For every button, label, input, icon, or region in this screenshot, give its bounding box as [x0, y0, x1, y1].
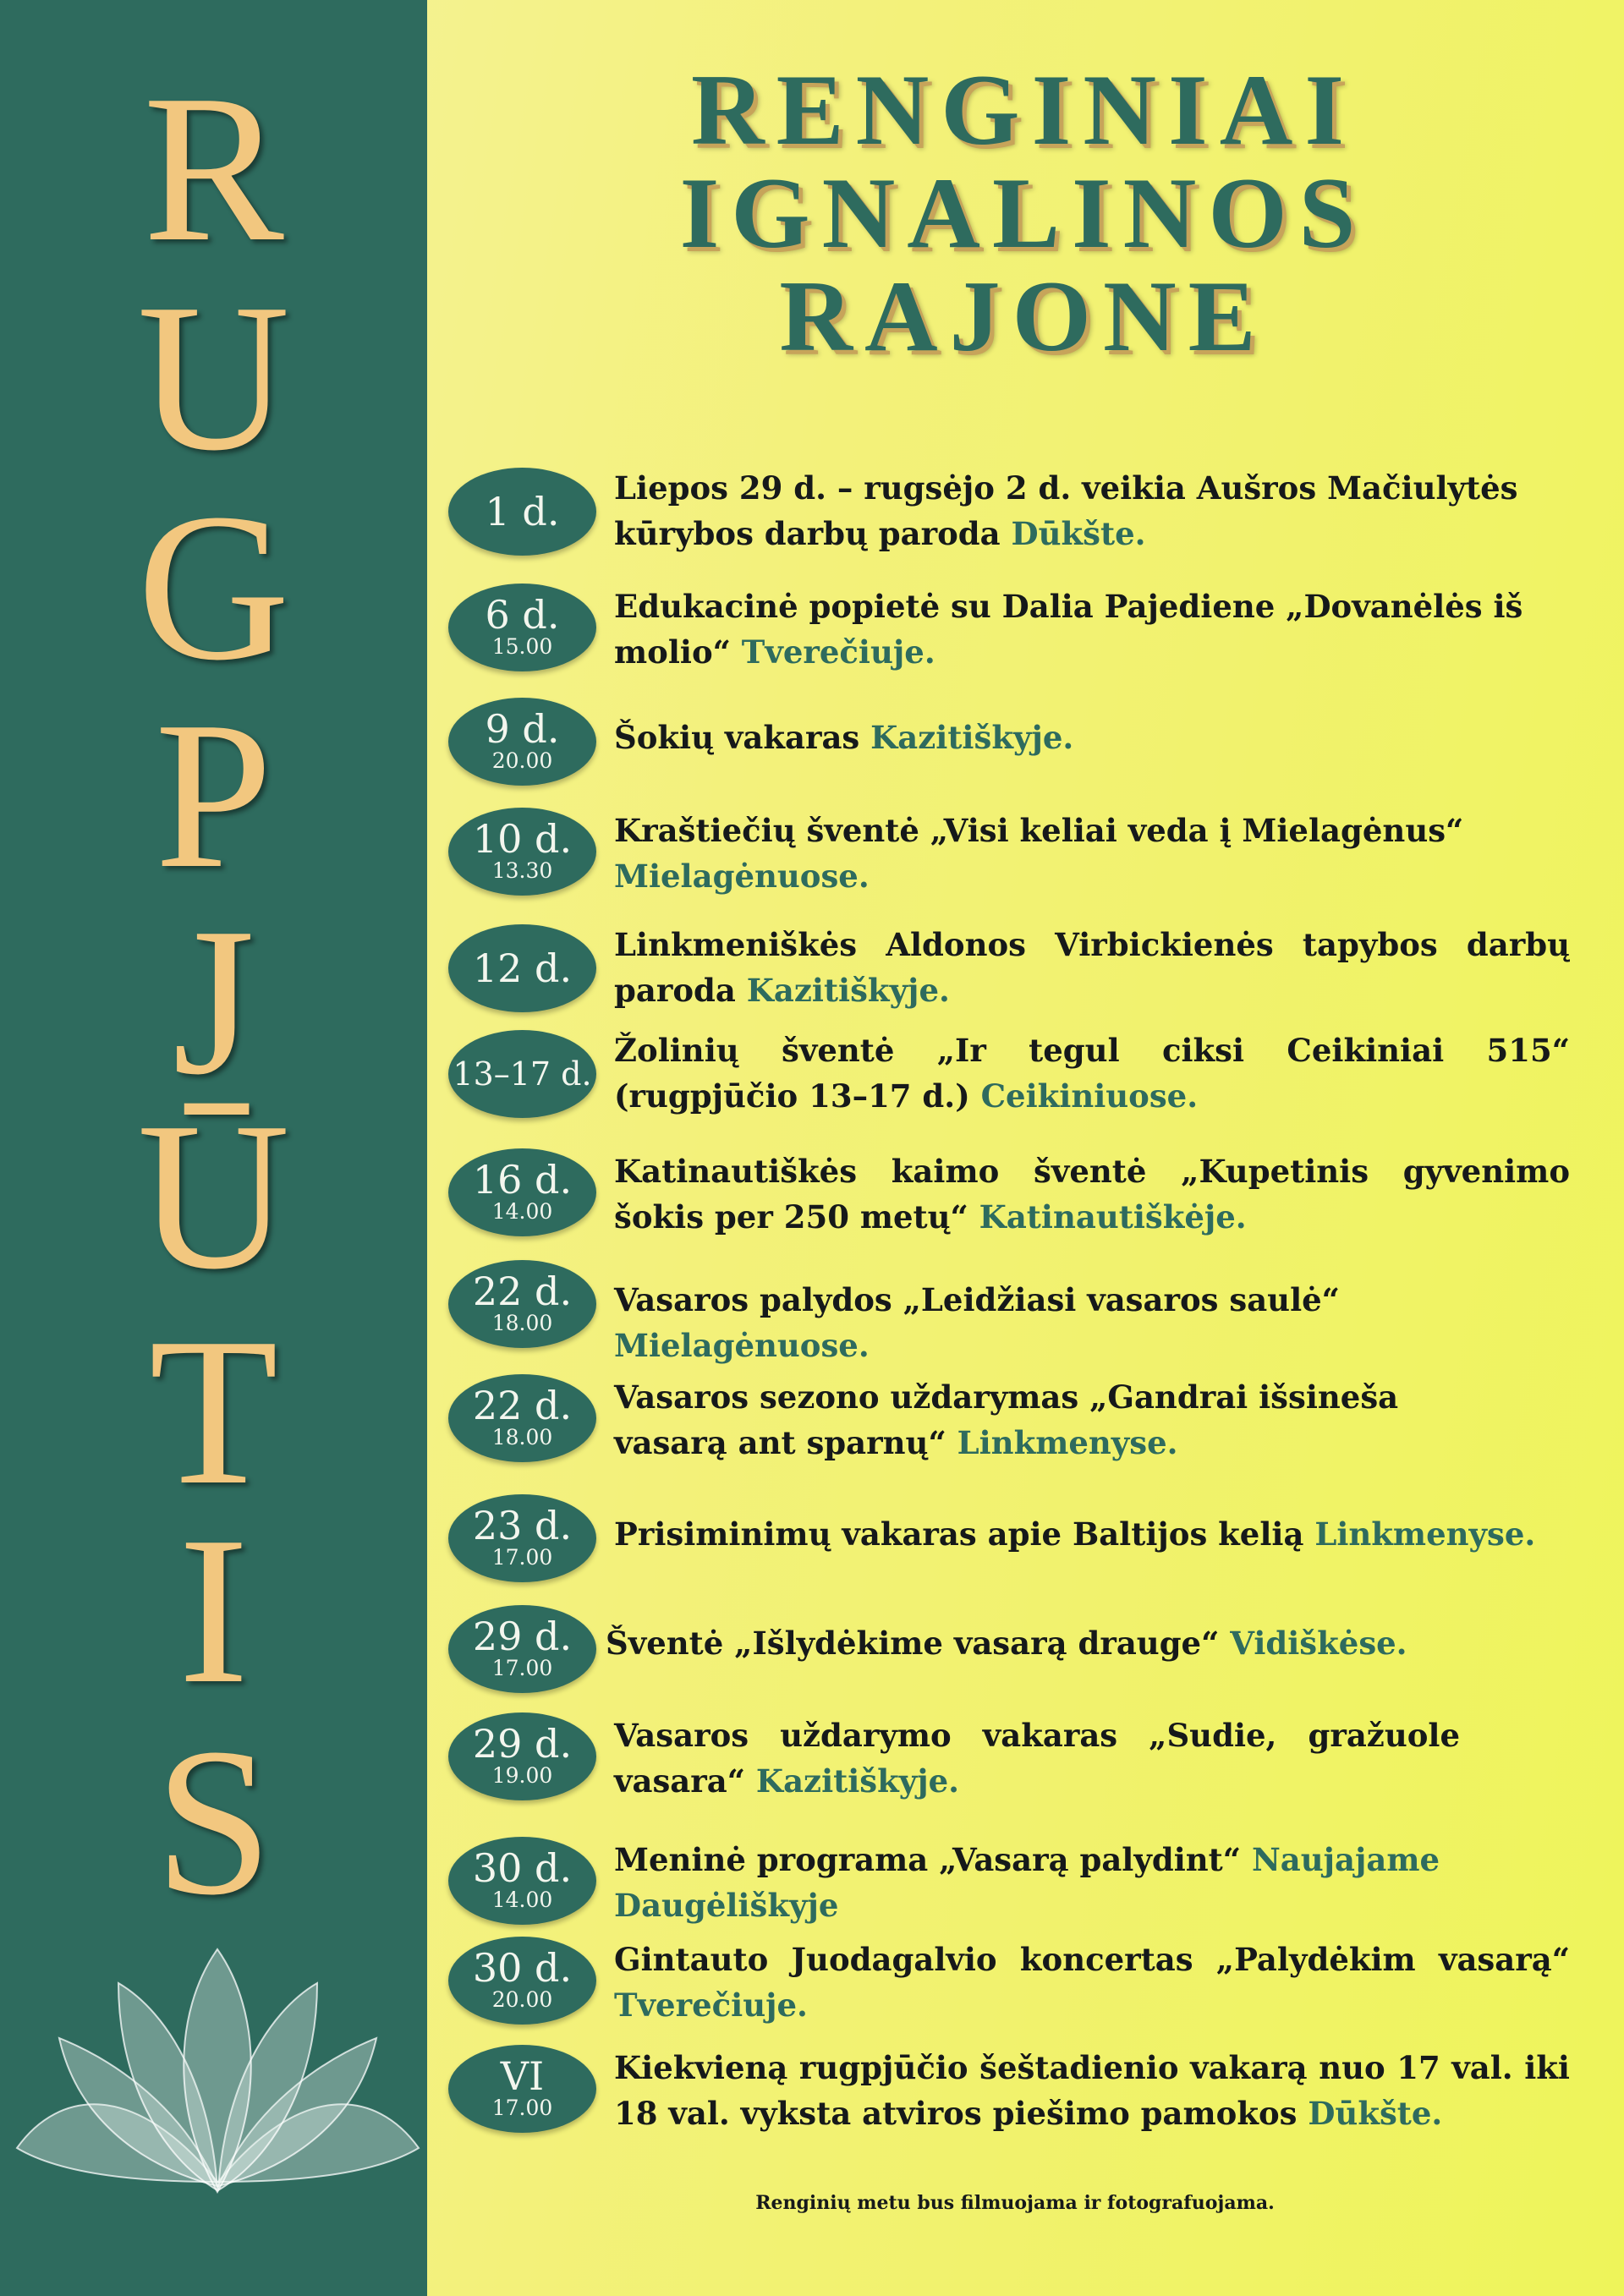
event-description: [606, 1620, 1561, 1666]
event-text: Liepos 29 d. – rugsėjo 2 d. veikia Aušros Mačiulytės kūrybos darbų paroda: [614, 469, 1518, 552]
event-time: 20.00: [491, 748, 553, 773]
event-text: Meninė programa „Vasarą palydint“: [614, 1841, 1252, 1878]
event-description: [614, 584, 1570, 675]
date-badge: [448, 698, 596, 786]
event-text: Kiekvieną rugpjūčio šeštadienio vakarą nuo 17 val. iki 18 val. vyksta atviros piešimo pamokos: [614, 2049, 1570, 2132]
event-item: [448, 1374, 1582, 1476]
sidebar-letter: Ū: [137, 1079, 290, 1313]
event-day: 22 d.: [472, 1269, 573, 1314]
page-title-line-2: IGNALINOS: [679, 156, 1368, 269]
event-text: Vasaros palydos „Leidžiasi vasaros saulė“: [614, 1281, 1340, 1318]
date-badge: [448, 808, 596, 896]
event-day: VI: [500, 2053, 545, 2099]
event-day: 1 d.: [485, 489, 560, 534]
event-day: 29 d.: [472, 1721, 573, 1767]
page-title-line-3: RAJONE: [779, 260, 1268, 372]
event-description: [614, 1837, 1460, 1928]
event-day: 29 d.: [472, 1614, 573, 1659]
event-time: 17.00: [491, 2096, 553, 2120]
event-item: [448, 698, 1582, 799]
date-badge: [448, 924, 596, 1012]
date-badge: [448, 1712, 596, 1800]
sidebar-letter: S: [154, 1705, 273, 1939]
event-description: [614, 2045, 1570, 2136]
event-text: Kraštiečių šventė „Visi keliai veda į Mielagėnus“: [614, 812, 1464, 849]
event-text: Žolinių šventė „Ir tegul ciksi Ceikiniai 515“ (rugpjūčio 13–17 d.): [614, 1032, 1570, 1115]
event-text: Vasaros uždarymo vakaras „Sudie, gražuole vasara“: [614, 1717, 1460, 1800]
sidebar: [0, 0, 427, 2296]
date-badge: [448, 468, 596, 556]
event-item: [448, 1605, 1582, 1707]
page-title-line-1: RENGINIAI: [690, 53, 1357, 166]
event-location: Linkmenyse.: [1314, 1515, 1536, 1553]
event-location: Mielagėnuose.: [614, 1327, 870, 1364]
event-description: [614, 1374, 1460, 1466]
event-text: Vasaros sezono uždarymas „Gandrai išsineša vasarą ant sparnų“: [614, 1378, 1399, 1461]
event-item: [448, 1260, 1582, 1362]
event-day: 6 d.: [485, 592, 560, 638]
event-description: [614, 1712, 1460, 1804]
event-location: Dūkšte.: [1011, 515, 1146, 552]
date-badge: [448, 1837, 596, 1925]
event-location: Kazitiškyje.: [755, 1762, 960, 1800]
event-description: [614, 1511, 1570, 1557]
event-location: Vidiškėse.: [1230, 1625, 1407, 1662]
event-location: Linkmenyse.: [957, 1424, 1178, 1461]
event-time: 17.00: [491, 1545, 553, 1570]
sidebar-letter: T: [149, 1295, 278, 1529]
event-day: 30 d.: [472, 1945, 573, 1991]
date-badge: [448, 1374, 596, 1462]
event-time: 19.00: [491, 1763, 553, 1788]
date-badge: [448, 1030, 596, 1118]
event-time: 14.00: [491, 1888, 553, 1912]
date-badge: [448, 2045, 596, 2133]
event-description: [614, 1937, 1570, 2028]
event-location: Mielagėnuose.: [614, 858, 870, 895]
event-time: 18.00: [491, 1425, 553, 1449]
event-description: [614, 922, 1570, 1013]
event-description: [614, 465, 1570, 556]
date-badge: [448, 584, 596, 671]
event-item: [448, 1937, 1582, 2038]
lotus-icon: [8, 1945, 427, 2199]
event-text: Katinautiškės kaimo šventė „Kupetinis gyvenimo šokis per 250 metų“: [614, 1153, 1570, 1236]
event-item: [448, 1148, 1582, 1250]
sidebar-letter: R: [143, 52, 284, 286]
event-text: Šventė „Išlydėkime vasarą drauge“: [606, 1625, 1231, 1662]
footer-note: Renginių metu bus filmuojama ir fotografuojama.: [755, 2192, 1275, 2214]
date-badge: [448, 1494, 596, 1582]
sidebar-letter: P: [154, 678, 273, 912]
event-day: 9 d.: [485, 706, 560, 752]
event-time: 18.00: [491, 1311, 553, 1335]
event-day: 13–17 d.: [453, 1055, 592, 1093]
event-location: Kazitiškyje.: [746, 972, 950, 1009]
event-text: Šokių vakaras: [614, 719, 871, 756]
date-badge: [448, 1605, 596, 1693]
event-time: 14.00: [491, 1199, 553, 1224]
event-item: [448, 922, 1582, 1023]
date-badge: [448, 1260, 596, 1348]
event-day: 30 d.: [472, 1845, 573, 1891]
event-time: 20.00: [491, 1987, 553, 2012]
event-location: Tverečiuje.: [614, 1986, 808, 2024]
event-location: Dūkšte.: [1308, 2095, 1443, 2132]
sidebar-letter: J: [172, 885, 255, 1119]
event-location: Naujajame Daugėliškyje: [614, 1841, 1440, 1924]
event-time: 17.00: [491, 1656, 553, 1680]
date-badge: [448, 1937, 596, 2025]
event-description: [614, 1027, 1570, 1119]
event-day: 16 d.: [472, 1157, 573, 1203]
sidebar-letter: U: [137, 260, 290, 495]
date-badge: [448, 1148, 596, 1236]
sidebar-letter: G: [137, 470, 290, 704]
event-text: Prisiminimų vakaras apie Baltijos kelią: [614, 1515, 1315, 1553]
event-day: 10 d.: [472, 816, 573, 862]
event-time: 13.30: [491, 858, 553, 883]
event-location: Ceikiniuose.: [980, 1077, 1199, 1115]
event-item: [448, 2045, 1582, 2146]
event-text: Linkmeniškės Aldonos Virbickienės tapybos darbų paroda: [614, 926, 1570, 1009]
event-day: 12 d.: [472, 945, 573, 991]
event-day: 22 d.: [472, 1383, 573, 1428]
event-description: [614, 1277, 1604, 1368]
event-description: [614, 1148, 1570, 1240]
event-item: [448, 584, 1582, 685]
event-description: [614, 808, 1570, 899]
event-location: Tverečiuje.: [741, 633, 935, 671]
event-item: [448, 1494, 1582, 1596]
event-location: Kazitiškyje.: [870, 719, 1074, 756]
sidebar-letter: I: [178, 1493, 250, 1728]
event-item: [448, 808, 1582, 909]
event-time: 15.00: [491, 634, 553, 659]
event-item: [448, 1712, 1582, 1814]
event-location: Katinautiškėje.: [979, 1198, 1247, 1236]
event-text: Edukacinė popietė su Dalia Pajediene „Dovanėlės iš molio“: [614, 588, 1523, 671]
event-item: [448, 1837, 1582, 1938]
event-day: 23 d.: [472, 1503, 573, 1548]
event-item: [448, 1027, 1582, 1129]
event-text: Gintauto Juodagalvio koncertas „Palydėkim vasarą“: [614, 1941, 1570, 1978]
event-item: [448, 465, 1582, 567]
event-description: [614, 715, 1570, 760]
